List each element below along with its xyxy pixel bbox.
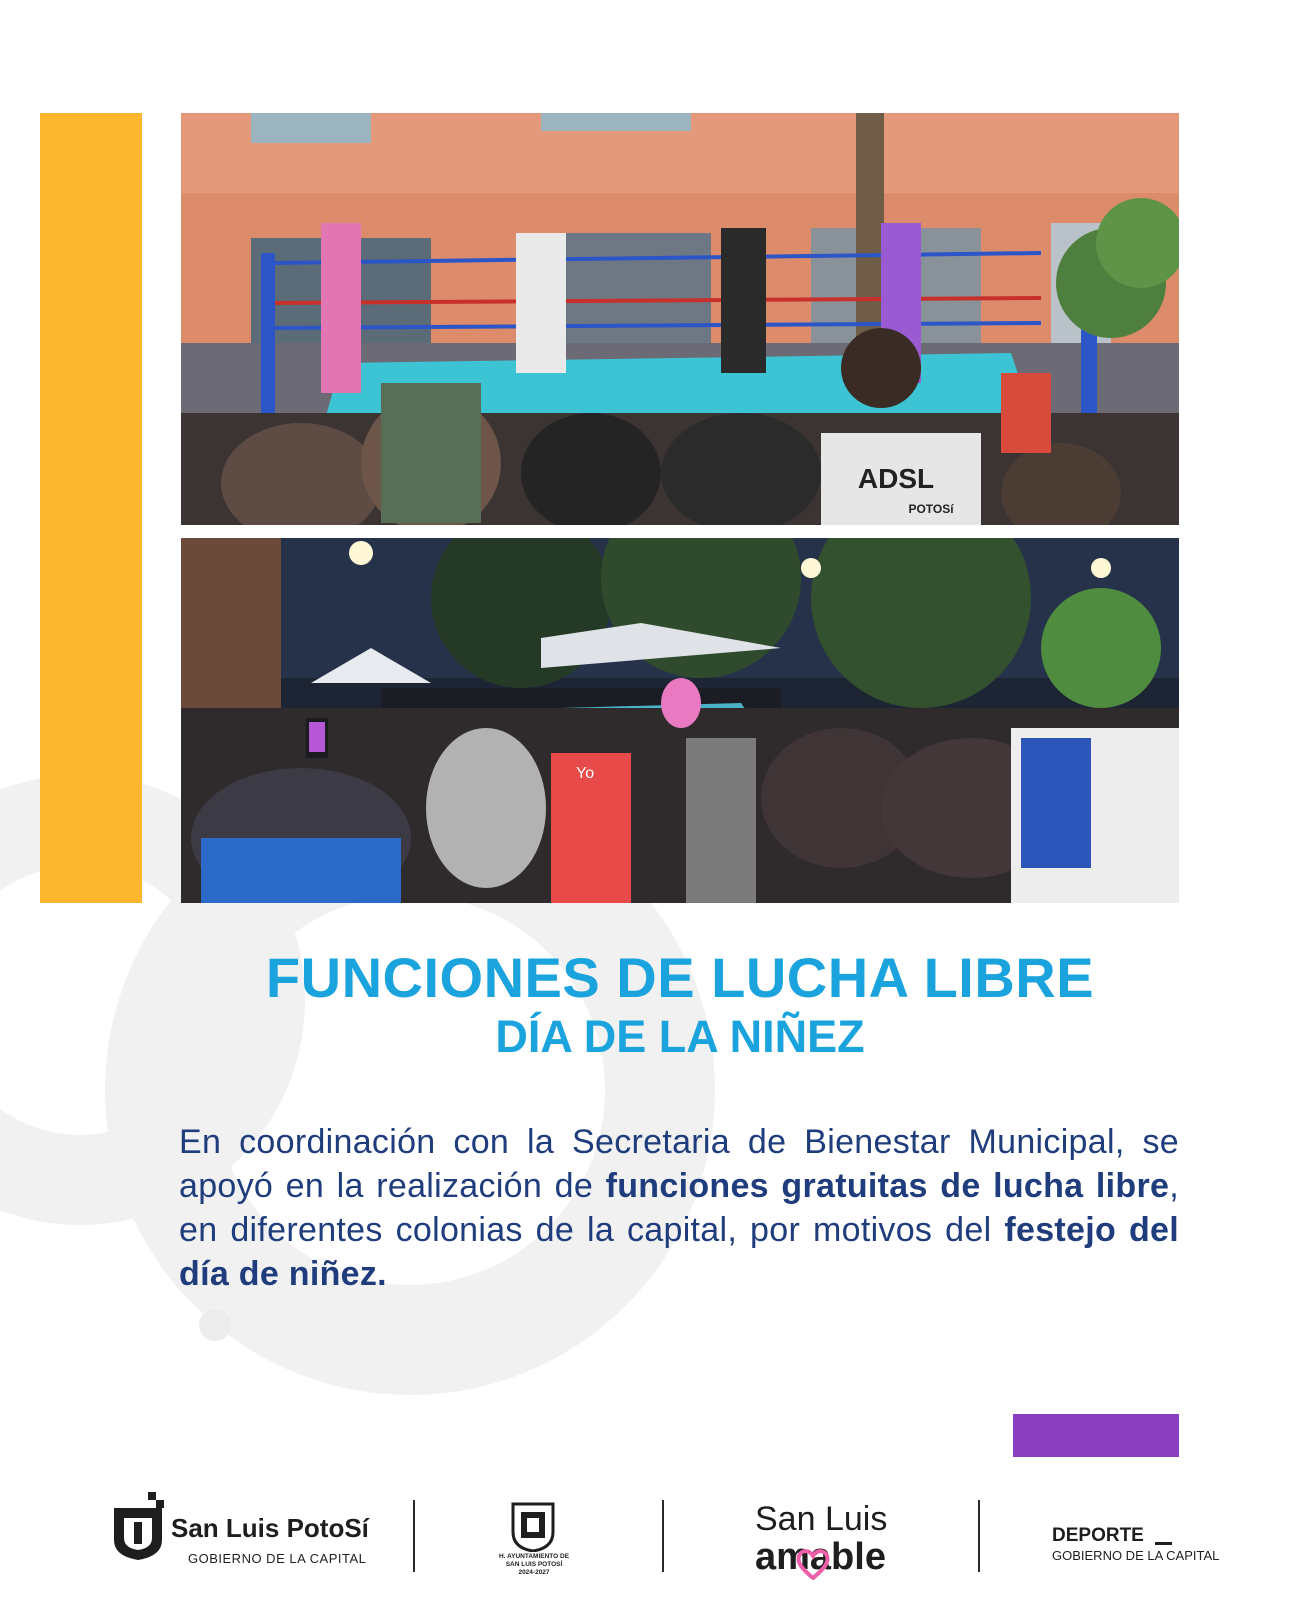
ayuntamiento-seal-icon xyxy=(510,1500,556,1552)
page-subtitle: DÍA DE LA NIÑEZ xyxy=(495,1011,865,1062)
purple-accent-bar xyxy=(1013,1414,1179,1457)
footer-divider xyxy=(978,1500,980,1572)
body-text-bold: funciones gratuitas de lucha libre xyxy=(605,1167,1170,1205)
yellow-accent-bar xyxy=(40,113,142,903)
footer-divider xyxy=(413,1500,415,1572)
body-text-part: En coordinación con la Secretaria de Bienestar Municipal, se apoyó en la realización de xyxy=(179,1123,1179,1205)
ayuntamiento-line: H. AYUNTAMIENTO DE xyxy=(498,1553,570,1560)
photo-night-event xyxy=(181,538,1179,903)
photo-daytime-ring xyxy=(181,113,1179,525)
deporte-underline xyxy=(1155,1542,1172,1545)
body-paragraph xyxy=(179,1120,1179,1296)
body-text-bold: festejo del día de niñez. xyxy=(179,1211,1179,1293)
ayuntamiento-line: 2024-2027 xyxy=(518,1569,550,1576)
body-text-part: , en diferentes colonias de la capital, por motivos del xyxy=(179,1167,1179,1249)
page-title: FUNCIONES DE LUCHA LIBRE xyxy=(265,946,1095,1009)
footer-divider xyxy=(662,1500,664,1572)
shirt-text: Yo xyxy=(576,765,595,782)
ayuntamiento-line: SAN LUIS POTOSÍ xyxy=(505,1561,563,1568)
shirt-text: ADSL xyxy=(857,463,935,494)
amable-logo-line1: San Luis xyxy=(755,1500,888,1538)
amable-logo-line2: amable xyxy=(755,1536,886,1578)
shirt-subtext: POTOSí xyxy=(908,502,954,516)
ayuntamiento-text xyxy=(484,1553,584,1577)
deporte-logo-text: DEPORTE xyxy=(1052,1525,1144,1546)
heart-icon xyxy=(795,1546,831,1580)
slp-logo-text: San Luis PotoSí xyxy=(171,1513,369,1543)
slp-shield-icon xyxy=(110,1492,168,1562)
slp-logo-subtext: GOBIERNO DE LA CAPITAL xyxy=(188,1551,367,1566)
deporte-logo-subtext: GOBIERNO DE LA CAPITAL xyxy=(1052,1548,1220,1563)
